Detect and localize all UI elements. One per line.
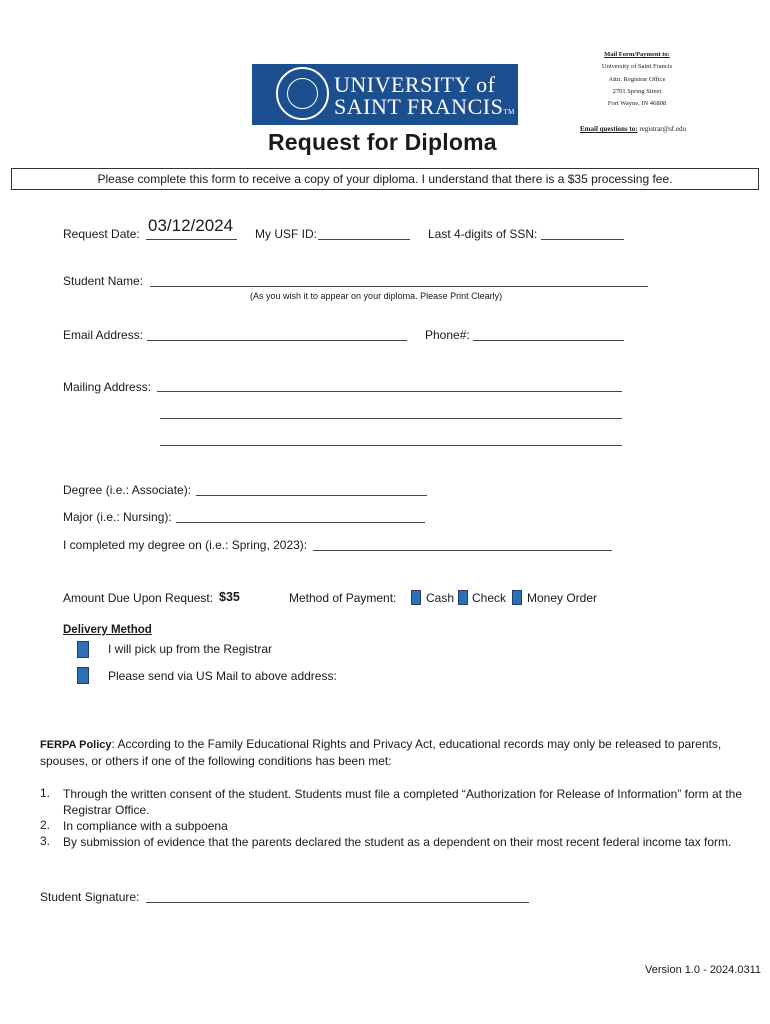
list-number: 2. <box>40 818 51 832</box>
usf-id-label: My USF ID: <box>255 227 317 241</box>
mail-line: Attn: Registrar Office <box>608 76 666 83</box>
ssn-label: Last 4-digits of SSN: <box>428 227 538 241</box>
cash-label: Cash <box>426 591 455 605</box>
degree-label: Degree (i.e.: Associate): <box>63 483 192 497</box>
email-questions <box>580 125 686 133</box>
email-questions-value: registrar@sf.edu <box>639 125 686 133</box>
major-label: Major (i.e.: Nursing): <box>63 510 172 524</box>
mailing-address-line-2[interactable] <box>160 418 622 419</box>
request-date-label: Request Date: <box>63 227 140 241</box>
email-field[interactable] <box>147 340 407 341</box>
mail-line: University of Saint Francis <box>601 63 673 70</box>
pickup-label: I will pick up from the Registrar <box>108 642 273 656</box>
page-title: Request for Diploma <box>268 129 497 155</box>
pickup-checkbox[interactable] <box>77 641 89 658</box>
list-number: 3. <box>40 834 51 848</box>
completed-field[interactable] <box>313 550 612 551</box>
email-questions-label: Email questions to: <box>580 125 638 133</box>
mail-title: Mail Form/Payment to: <box>604 51 670 58</box>
ferpa-policy <box>40 736 745 769</box>
check-label: Check <box>472 591 507 605</box>
university-seal-icon <box>276 67 329 120</box>
mailing-address-label: Mailing Address: <box>63 380 152 394</box>
mail-delivery-label: Please send via US Mail to above address: <box>108 669 337 683</box>
logo-trademark: TM <box>503 108 515 116</box>
money-order-label: Money Order <box>527 591 598 605</box>
request-date-line[interactable] <box>146 239 237 240</box>
check-checkbox[interactable] <box>458 590 468 605</box>
delivery-method-title: Delivery Method <box>63 624 152 636</box>
money-order-checkbox[interactable] <box>512 590 522 605</box>
email-label: Email Address: <box>63 328 144 342</box>
payment-method-label: Method of Payment: <box>289 591 397 605</box>
student-name-field[interactable] <box>150 286 648 287</box>
ssn-field[interactable] <box>541 239 624 240</box>
version-label: Version 1.0 - 2024.0311 <box>645 964 761 976</box>
ferpa-label: FERPA Policy <box>40 739 112 751</box>
completed-label: I completed my degree on (i.e.: Spring, 2023): <box>63 538 308 552</box>
seal-inner-ring <box>287 78 318 109</box>
logo-line-2: SAINT FRANCISTM <box>334 94 515 119</box>
amount-label: Amount Due Upon Request: <box>63 591 214 605</box>
signature-label: Student Signature: <box>40 890 140 904</box>
degree-field[interactable] <box>196 495 427 496</box>
mail-line: 2701 Spring Street <box>612 88 662 95</box>
mail-line: Fort Wayne, IN 46808 <box>607 100 667 107</box>
student-name-hint: (As you wish it to appear on your diploma. Please Print Clearly) <box>250 291 503 301</box>
amount-value: $35 <box>219 590 240 604</box>
cash-checkbox[interactable] <box>411 590 421 605</box>
list-number: 1. <box>40 786 51 800</box>
ferpa-item: By submission of evidence that the parents declared the student as a dependent on their most recent federal income tax form. <box>63 835 732 849</box>
mail-delivery-checkbox[interactable] <box>77 667 89 684</box>
ferpa-text: : According to the Family Educational Rights and Privacy Act, educational records may only be released to parents, spouses, or others if one of the following conditions has been met: <box>40 737 722 768</box>
phone-label: Phone#: <box>425 328 470 342</box>
request-date-value[interactable]: 03/12/2024 <box>148 216 234 235</box>
mailing-address-line-1[interactable] <box>157 391 622 392</box>
major-field[interactable] <box>176 522 425 523</box>
mailing-address-line-3[interactable] <box>160 445 622 446</box>
signature-field[interactable] <box>146 902 529 903</box>
usf-id-field[interactable] <box>318 239 410 240</box>
logo-line-1: UNIVERSITY of <box>334 72 496 97</box>
university-logo <box>252 64 518 125</box>
ferpa-item: In compliance with a subpoena <box>63 819 228 833</box>
ferpa-item: Through the written consent of the student. Students must file a completed “Authorization for Release of Information” form at the Registrar Office. <box>63 787 743 817</box>
phone-field[interactable] <box>473 340 624 341</box>
notice-box: Please complete this form to receive a copy of your diploma. I understand that there is a $35 processing fee. <box>11 168 759 190</box>
student-name-label: Student Name: <box>63 274 144 288</box>
